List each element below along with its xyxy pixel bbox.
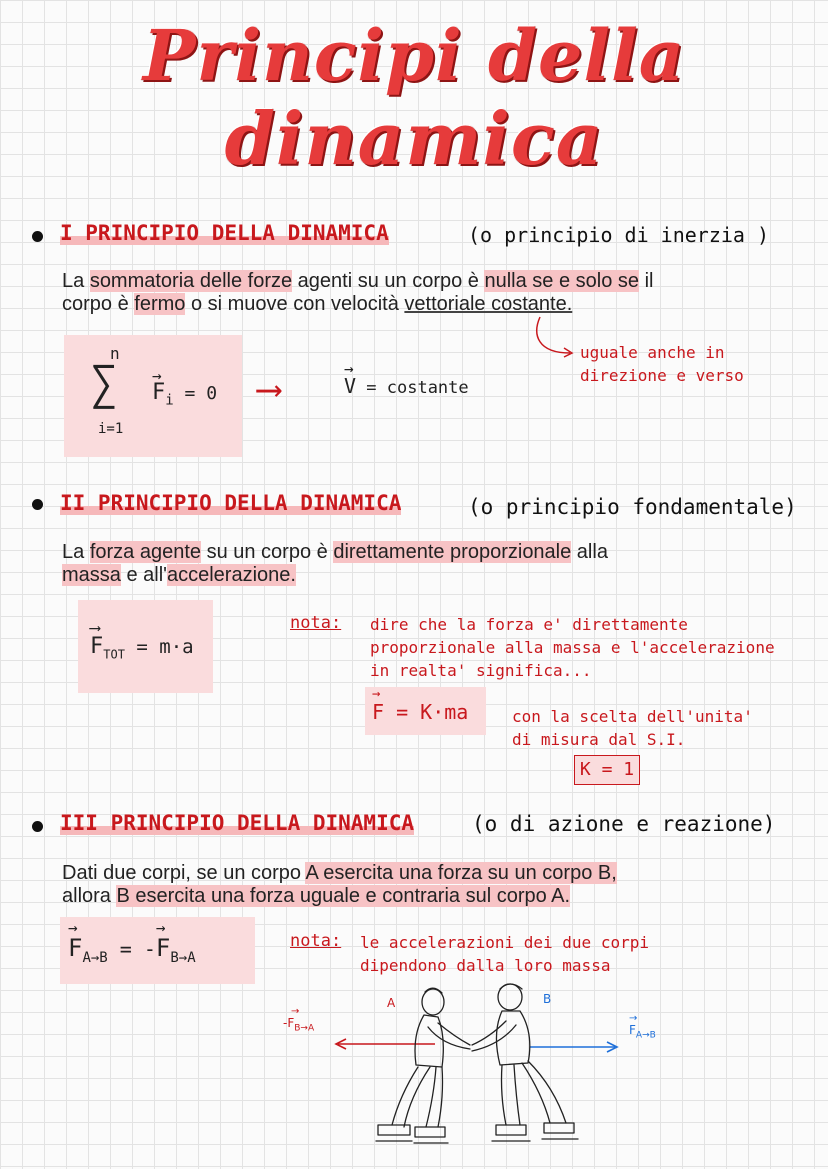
section2-paragraph: La forza agente su un corpo è direttamente proporzionale alla massa e all'accelerazione.	[62, 541, 608, 586]
si-note: con la scelta dell'unita' di misura dal S.I.	[512, 707, 753, 749]
section3-nota-label: nota:	[290, 931, 342, 951]
section3-subtitle: (o di azione e reazione)	[472, 812, 776, 836]
sum-expression: → $F_i = 0$	[152, 366, 218, 409]
right-force-arrow-icon	[530, 1042, 617, 1052]
section3-nota-text: le accelerazioni dei due corpi dipendono dalla loro massa	[360, 933, 649, 975]
sum-lower: i=1	[98, 421, 124, 437]
section2-subtitle: (o principio fondamentale)	[468, 495, 797, 519]
bullet-3	[32, 821, 43, 832]
page-title-line1: Principi della	[142, 14, 686, 97]
figure-left-force: -F → $_{B\to A}$	[283, 1006, 315, 1034]
section1-subtitle: (o principio di inerzia )	[468, 223, 770, 247]
sum-upper: n	[110, 344, 120, 363]
section2-heading: II PRINCIPIO DELLA DINAMICA	[60, 491, 402, 515]
page-title-line2: dinamica	[224, 96, 604, 181]
f-kma-expression: → F = K·ma	[372, 686, 469, 724]
section1-paragraph: La sommatoria delle forze agenti su un corpo è nulla se e solo se il corpo è fermo o si muove con velocità vettoriale costante.	[62, 270, 654, 315]
f-tot-expression: ⟶ $F_{TOT} = m\cdot a$	[90, 618, 194, 662]
section3-heading: III PRINCIPIO DELLA DINAMICA	[60, 811, 415, 835]
pointer-arrow-icon	[530, 315, 580, 360]
left-force-arrow-icon	[336, 1039, 435, 1049]
k-equals-one-box: K = 1	[574, 755, 640, 785]
velocity-expression: → V = costante	[344, 359, 469, 398]
section1-heading: I PRINCIPIO DELLA DINAMICA	[60, 221, 389, 245]
skater-a-icon	[376, 988, 470, 1143]
section2-nota-text: dire che la forza e' direttamente proporzionale alla massa e l'accelerazione in realta' significa...	[370, 615, 775, 680]
figure-label-b: B	[543, 992, 552, 1006]
section1-note: uguale anche in direzione e verso	[580, 343, 744, 385]
section2-nota-label: nota:	[290, 613, 342, 633]
sum-sign-icon: ∑	[90, 356, 118, 410]
action-reaction-expression: → $F_{A\to B}$ = - → $F_{B\to A}$	[68, 918, 196, 966]
skater-b-icon	[472, 984, 578, 1141]
implies-arrow-icon: ⟶	[258, 369, 280, 410]
skaters-figure	[330, 975, 630, 1155]
figure-right-force: F → $_{A\to B}$	[629, 1013, 656, 1041]
bullet-1	[32, 231, 43, 242]
figure-label-a: A	[387, 996, 396, 1010]
section3-paragraph: Dati due corpi, se un corpo A esercita una forza su un corpo B, allora B esercita una forza uguale e contraria sul corpo A.	[62, 862, 617, 907]
bullet-2	[32, 499, 43, 510]
